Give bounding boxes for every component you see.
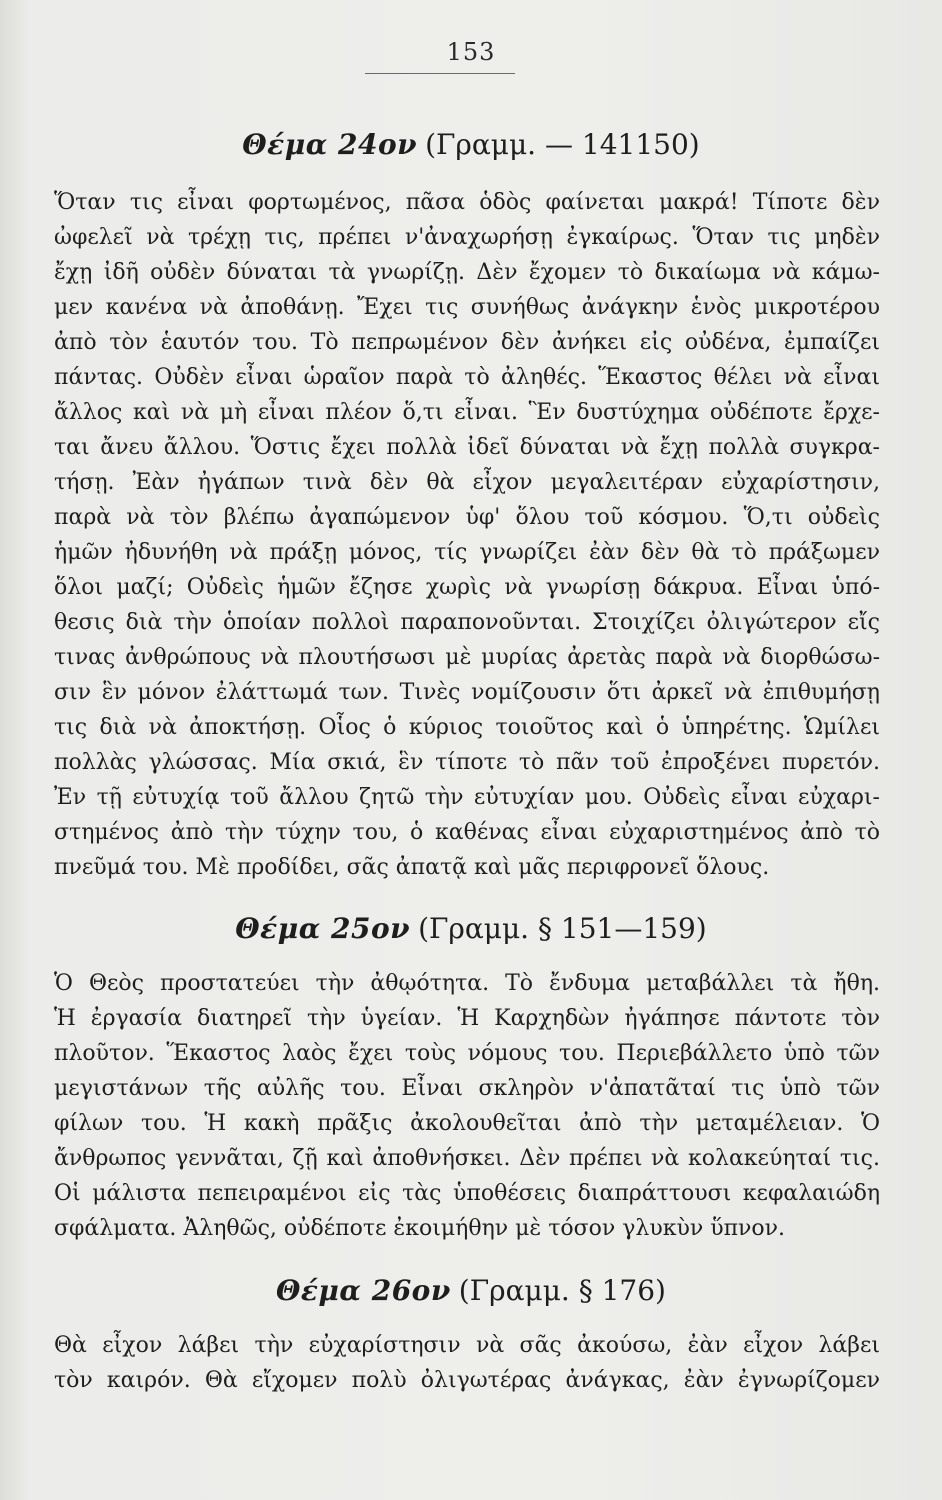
text-line: σφάλματα. Ἀληθῶς, οὐδέποτε ἐκοιμήθην μὲ τόσον γλυκὺν ὕπνον. bbox=[54, 1216, 786, 1241]
text-line: ται ἄνευ ἄλλου. Ὅστις ἔχει πολλὰ ἰδεῖ δύναται νὰ ἔχῃ πολλὰ συγκρα- bbox=[54, 435, 880, 460]
text-line: θεσις διὰ τὴν ὁποίαν πολλοὶ παραπονοῦνται. Στοιχίζει ὀλιγώτερον εἴς bbox=[54, 610, 880, 635]
text-line: μεν κανένα νὰ ἀποθάνῃ. Ἔχει τις συνήθως ἀνάγκην ἑνὸς μικροτέρου bbox=[54, 295, 880, 320]
text-line: τις διὰ νὰ ἀποκτήσῃ. Οἷος ὁ κύριος τοιοῦτος καὶ ὁ ὑπηρέτης. Ὡμίλει bbox=[54, 715, 880, 740]
section-label: Θέμα 26ον bbox=[276, 1274, 451, 1307]
text-line: τήσῃ. Ἐὰν ἠγάπων τινὰ δὲν θὰ εἶχον μεγαλειτέραν εὐχαρίστησιν, bbox=[54, 470, 880, 495]
text-line: ἄνθρωπος γεννᾶται, ζῇ καὶ ἀποθνήσκει. Δὲν πρέπει νὰ κολακεύηταί τις. bbox=[54, 1146, 880, 1171]
section-label: Θέμα 25ον bbox=[235, 912, 411, 945]
text-line: Οἱ μάλιστα πεπειραμένοι εἰς τὰς ὑποθέσεις διαπράττουσι κεφαλαιώδη bbox=[54, 1181, 880, 1206]
text-line: μεγιστάνων τῆς αὐλῆς του. Εἶναι σκληρὸν ν'ἀπατᾶταί τις ὑπὸ τῶν bbox=[54, 1076, 880, 1101]
header-rule bbox=[365, 73, 515, 74]
text-line: τὸν καιρόν. Θὰ εἴχομεν πολὺ ὀλιγωτέρας ἀνάγκας, ἐὰν ἐγνωρίζομεν bbox=[54, 1368, 880, 1393]
section-reference: (Γραμμ. § 151—159) bbox=[418, 912, 707, 945]
text-line: ἀπὸ τὸν ἑαυτόν του. Τὸ πεπρωμένον δὲν ἀνήκει εἰς οὐδένα, ἐμπαίζει bbox=[54, 330, 880, 355]
text-line: ὠφελεῖ νὰ τρέχῃ τις, πρέπει ν'ἀναχωρήσῃ ἐγκαίρως. Ὅταν τις μηδὲν bbox=[54, 225, 880, 250]
section-reference: (Γραμμ. — 141150) bbox=[425, 128, 700, 161]
section-label: Θέμα 24ον bbox=[242, 128, 418, 161]
section-reference: (Γραμμ. § 176) bbox=[458, 1274, 666, 1307]
text-line: πλοῦτον. Ἕκαστος λαὸς ἔχει τοὺς νόμους του. Περιεβάλλετο ὑπὸ τῶν bbox=[54, 1041, 880, 1066]
text-line: Ὁ Θεὸς προστατεύει τὴν ἀθῳότητα. Τὸ ἔνδυμα μεταβάλλει τὰ ἤθη. bbox=[54, 971, 880, 996]
section-heading-24 bbox=[0, 128, 942, 161]
text-line: ἔχῃ ἰδῆ οὐδὲν δύναται τὰ γνωρίζῃ. Δὲν ἔχομεν τὸ δικαίωμα νὰ κάμω- bbox=[54, 260, 880, 285]
text-line: Ἡ ἐργασία διατηρεῖ τὴν ὑγείαν. Ἡ Καρχηδὼν ἠγάπησε πάντοτε τὸν bbox=[54, 1006, 880, 1031]
text-line: Θὰ εἶχον λάβει τὴν εὐχαρίστησιν νὰ σᾶς ἀκούσω, ἐὰν εἶχον λάβει bbox=[54, 1333, 880, 1358]
text-line: παρὰ νὰ τὸν βλέπω ἀγαπώμενον ὑφ' ὅλου τοῦ κόσμου. Ὅ,τι οὐδεὶς bbox=[54, 505, 880, 530]
text-line: σιν ἓν μόνον ἐλάττωμά των. Τινὲς νομίζουσιν ὅτι ἀρκεῖ νὰ ἐπιθυμήσῃ bbox=[54, 680, 880, 705]
section-text-26 bbox=[54, 1328, 880, 1398]
text-line: φίλων του. Ἡ κακὴ πρᾶξις ἀκολουθεῖται ἀπὸ τὴν μεταμέλειαν. Ὁ bbox=[54, 1111, 880, 1136]
section-text-25 bbox=[54, 966, 880, 1246]
text-line: ἄλλος καὶ νὰ μὴ εἶναι πλέον ὅ,τι εἶναι. Ἓν δυστύχημα οὐδέποτε ἔρχε- bbox=[54, 400, 880, 425]
text-line: τινας ἀνθρώπους νὰ πλουτήσωσι μὲ μυρίας ἀρετὰς παρὰ νὰ διορθώσω- bbox=[54, 645, 880, 670]
text-line: πολλὰς γλώσσας. Μία σκιά, ἓν τίποτε τὸ πᾶν τοῦ ἐπροξένει πυρετόν. bbox=[54, 750, 880, 775]
text-line: στημένος ἀπὸ τὴν τύχην του, ὁ καθένας εἶναι εὐχαριστημένος ἀπὸ τὸ bbox=[54, 820, 880, 845]
text-line: πάντας. Οὐδὲν εἶναι ὡραῖον παρὰ τὸ ἀληθές. Ἕκαστος θέλει νὰ εἶναι bbox=[54, 365, 880, 390]
text-line: ὅλοι μαζί; Οὐδεὶς ἡμῶν ἔζησε χωρὶς νὰ γνωρίσῃ δάκρυα. Εἶναι ὑπό- bbox=[54, 575, 880, 600]
text-line: Ἐν τῇ εὐτυχίᾳ τοῦ ἄλλου ζητῶ τὴν εὐτυχίαν μου. Οὐδεὶς εἶναι εὐχαρι- bbox=[54, 785, 880, 810]
text-line: ἡμῶν ἠδυνήθη νὰ πράξῃ μόνος, τίς γνωρίζει ἐὰν δὲν θὰ τὸ πράξωμεν bbox=[54, 540, 880, 565]
section-heading-26 bbox=[0, 1274, 942, 1307]
text-line: πνεῦμά του. Μὲ προδίδει, σᾶς ἀπατᾷ καὶ μᾶς περιφρονεῖ ὅλους. bbox=[54, 855, 770, 880]
section-heading-25 bbox=[0, 912, 942, 945]
page-number: 153 bbox=[446, 38, 496, 66]
section-text-24 bbox=[54, 185, 880, 885]
text-line: Ὅταν τις εἶναι φορτωμένος, πᾶσα ὁδὸς φαίνεται μακρά! Τίποτε δὲν bbox=[54, 190, 880, 215]
